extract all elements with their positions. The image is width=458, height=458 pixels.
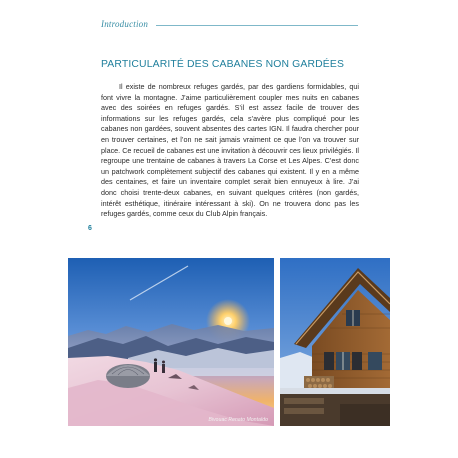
body-paragraph: Il existe de nombreux refuges gardés, par des gardiens formidables, qui font vivre la montagne. J’aime particulièrement coupler mes nuits en cabanes avec des soirées en refuges gardés. S’il est assez facile de trouver des informations sur les refuges gardés, cela s’avère plus compliqué pour les cabanes non gardées, souvent absentes des cartes IGN. Il faudra chercher pour en trouver certaines, et l’on ne sait jamais vraiment ce que l’on va trouver sur place. Ce recueil de cabanes est une invitation à découvrir ces lieux privilégiés. Il regroupe une trentaine de cabanes à travers La Corse et Les Alpes. C’est donc un patchwork complètement subjectif des cabanes qui existent. Il y en a même des centaines, et faire un inventaire complet serait bien ennuyeux à lire. J’ai donc choisi trente-deux cabanes, en suivant quelques critères (non gardés, intérêt esthétique, itinéraire intéressant à ski). On ne trouvera donc pas les refuges gardés, comme ceux du Club Alpin français.: [101, 82, 359, 219]
header-rule: [156, 25, 358, 26]
photo-credit: Bivouac Renato Montaldo: [208, 417, 268, 423]
mountain-sunset-photo: [68, 258, 274, 426]
page-number: 6: [88, 225, 92, 232]
wooden-cabin-photo: [280, 258, 390, 426]
section-title: PARTICULARITÉ DES CABANES NON GARDÉES: [101, 59, 345, 70]
running-header: Introduction: [101, 19, 149, 29]
